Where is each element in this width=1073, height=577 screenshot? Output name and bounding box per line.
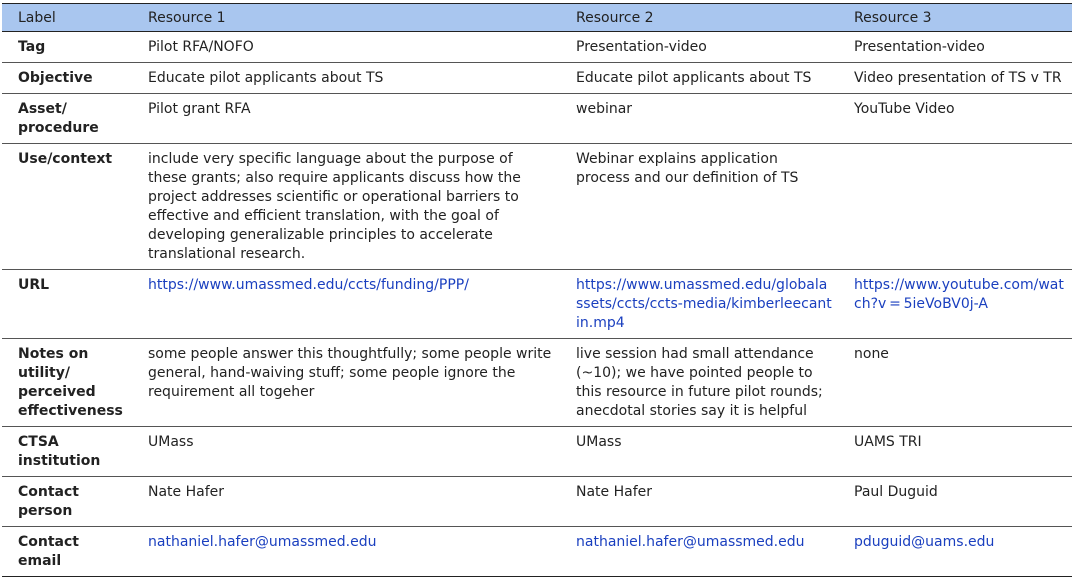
cell-resource-2 — [560, 270, 838, 339]
cell-resource-2: webinar — [560, 94, 838, 144]
cell-resource-2: Webinar explains application process and our definition of TS — [560, 144, 838, 270]
cell-resource-1: UMass — [132, 427, 560, 477]
header-label: Label — [2, 4, 132, 32]
url-link-resource-2[interactable]: https://www.umassmed.edu/globalassets/ccts/ccts-media/kimberleecantin.mp4 — [576, 277, 832, 331]
resource-table — [2, 3, 1072, 577]
cell-resource-1: Pilot grant RFA — [132, 94, 560, 144]
row-contact-person — [2, 477, 1072, 527]
header-resource-3: Resource 3 — [838, 4, 1072, 32]
row-objective — [2, 63, 1072, 94]
cell-resource-1 — [132, 527, 560, 577]
cell-resource-2: live session had small attendance (~10); we have pointed people to this resource in future pilot rounds; anecdotal stories say it is helpful — [560, 339, 838, 427]
cell-resource-3 — [838, 270, 1072, 339]
row-ctsa-institution — [2, 427, 1072, 477]
cell-resource-1: Pilot RFA/NOFO — [132, 32, 560, 63]
row-use-context — [2, 144, 1072, 270]
cell-resource-3 — [838, 144, 1072, 270]
row-label: Use/context — [2, 144, 132, 270]
row-label: URL — [2, 270, 132, 339]
cell-resource-1 — [132, 270, 560, 339]
cell-resource-3: Paul Duguid — [838, 477, 1072, 527]
cell-resource-1: include very specific language about the purpose of these grants; also require applicants discuss how the project addresses scientific or operational barriers to effective and efficient translation, with the goal of developing generalizable principles to accelerate translational research. — [132, 144, 560, 270]
row-notes — [2, 339, 1072, 427]
row-label: Objective — [2, 63, 132, 94]
row-tag — [2, 32, 1072, 63]
cell-resource-1: some people answer this thoughtfully; some people write general, hand-waiving stuff; some people ignore the requirement all togeher — [132, 339, 560, 427]
cell-resource-3: Presentation-video — [838, 32, 1072, 63]
cell-resource-3: none — [838, 339, 1072, 427]
row-label: Notes on utility/ perceived effectiveness — [2, 339, 132, 427]
row-label: Asset/ procedure — [2, 94, 132, 144]
row-contact-email — [2, 527, 1072, 577]
table-header — [2, 4, 1072, 32]
cell-resource-3: YouTube Video — [838, 94, 1072, 144]
row-label: Contact person — [2, 477, 132, 527]
email-link-resource-2[interactable]: nathaniel.hafer@umassmed.edu — [576, 534, 805, 550]
row-label: Contact email — [2, 527, 132, 577]
cell-resource-3 — [838, 527, 1072, 577]
row-asset-procedure — [2, 94, 1072, 144]
row-url — [2, 270, 1072, 339]
header-resource-2: Resource 2 — [560, 4, 838, 32]
header-row — [2, 4, 1072, 32]
email-link-resource-3[interactable]: pduguid@uams.edu — [854, 534, 995, 550]
cell-resource-2: UMass — [560, 427, 838, 477]
cell-resource-2: Presentation-video — [560, 32, 838, 63]
url-link-resource-3[interactable]: https://www.youtube.com/watch?v = 5ieVoBV0j-A — [854, 277, 1064, 312]
cell-resource-2: Educate pilot applicants about TS — [560, 63, 838, 94]
row-label: CTSA institution — [2, 427, 132, 477]
table-body — [2, 32, 1072, 577]
url-link-resource-1[interactable]: https://www.umassmed.edu/ccts/funding/PPP/ — [148, 277, 469, 293]
header-resource-1: Resource 1 — [132, 4, 560, 32]
cell-resource-3: UAMS TRI — [838, 427, 1072, 477]
row-label: Tag — [2, 32, 132, 63]
cell-resource-2 — [560, 527, 838, 577]
cell-resource-1: Nate Hafer — [132, 477, 560, 527]
cell-resource-3: Video presentation of TS v TR — [838, 63, 1072, 94]
cell-resource-1: Educate pilot applicants about TS — [132, 63, 560, 94]
cell-resource-2: Nate Hafer — [560, 477, 838, 527]
email-link-resource-1[interactable]: nathaniel.hafer@umassmed.edu — [148, 534, 377, 550]
